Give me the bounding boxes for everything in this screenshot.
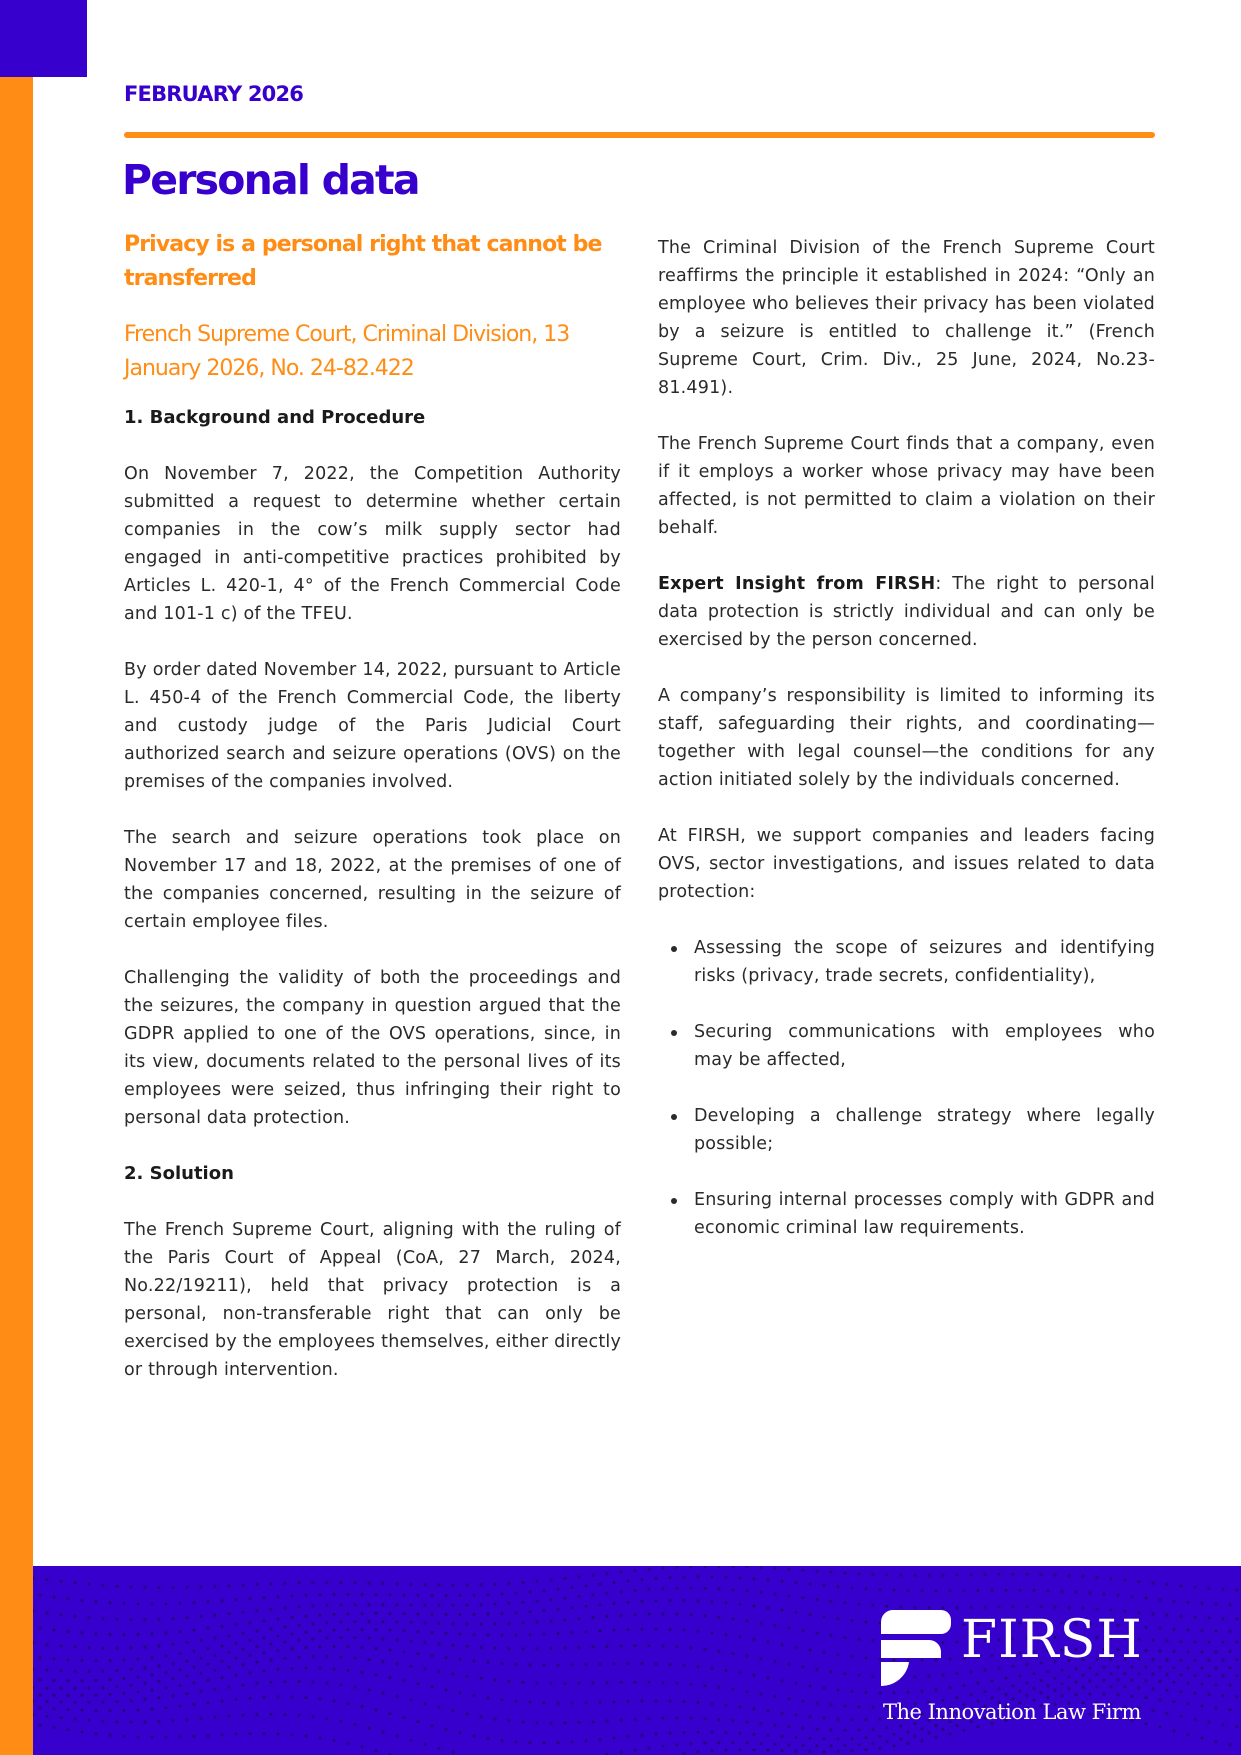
- list-item: [658, 1102, 1155, 1158]
- list-item-text: Developing a challenge strategy where legally possible;: [694, 1106, 1155, 1154]
- paragraph: On November 7, 2022, the Competition Authority submitted a request to determine whether certain companies in the cow’s milk supply sector had engaged in anti-competitive practices prohibited by Articles L. 420-1, 4° of the French Commercial Code and 101-1 c) of the TFEU.: [124, 464, 621, 624]
- bullet-icon: [671, 1198, 677, 1204]
- paragraph: The search and seizure operations took place on November 17 and 18, 2022, at the premises of one of the companies concerned, resulting in the seizure of certain employee files.: [124, 828, 621, 932]
- paragraph: The French Supreme Court, aligning with the ruling of the Paris Court of Appeal (CoA, 27 March, 2024, No.22/19211), held that privacy protection is a personal, non-transferable right that can only be exercised by the employees themselves, either directly or through intervention.: [124, 1220, 621, 1380]
- paragraph: The Criminal Division of the French Supreme Court reaffirms the principle it established in 2024: “Only an employee who believes their privacy has been violated by a seizure is entitled to challenge it.” (French Supreme Court, Crim. Div., 25 June, 2024, No.23-81.491).: [658, 238, 1155, 398]
- bullet-icon: [671, 1030, 677, 1036]
- services-list: [658, 934, 1155, 1242]
- list-item-text: Assessing the scope of seizures and identifying risks (privacy, trade secrets, confidentiality),: [694, 938, 1155, 986]
- expert-insight-text: : The right to personal data protection is strictly individual and can only be exercised by the person concerned.: [658, 574, 1155, 650]
- expert-insight-label: Expert Insight from FIRSH: [658, 574, 936, 594]
- left-column: [124, 228, 621, 1412]
- expert-insight-paragraph: [658, 570, 1155, 654]
- side-accent-bar: [0, 77, 33, 1755]
- page-title: Personal data: [122, 156, 419, 204]
- corner-decoration-block: [0, 0, 87, 77]
- paragraph: A company’s responsibility is limited to informing its staff, safeguarding their rights, and coordinating—together with legal counsel—the conditions for any action initiated solely by the individuals concerned.: [658, 686, 1155, 790]
- section-heading-background: 1. Background and Procedure: [124, 407, 426, 428]
- article-subtitle: Privacy is a personal right that cannot be transferred: [124, 232, 602, 291]
- firsh-f-mark-icon: [881, 1610, 951, 1686]
- brand-tagline: The Innovation Law Firm: [883, 1700, 1141, 1724]
- paragraph: By order dated November 14, 2022, pursuant to Article L. 450-4 of the French Commercial Code, the liberty and custody judge of the Paris Judicial Court authorized search and seizure operations (OVS) on the premises of the companies involved.: [124, 660, 621, 792]
- bullet-icon: [671, 946, 677, 952]
- brand-name: FIRSH: [961, 1610, 1143, 1670]
- list-item-text: Ensuring internal processes comply with GDPR and economic criminal law requirements.: [694, 1190, 1155, 1238]
- list-item: [658, 934, 1155, 990]
- list-item-text: Securing communications with employees who may be affected,: [694, 1022, 1155, 1070]
- right-column: [658, 234, 1155, 1270]
- paragraph: The French Supreme Court finds that a company, even if it employs a worker whose privacy may have been affected, is not permitted to claim a violation on their behalf.: [658, 434, 1155, 538]
- footer-banner: [33, 1566, 1241, 1755]
- case-citation: French Supreme Court, Criminal Division, 13 January 2026, No. 24-82.422: [124, 322, 570, 381]
- firsh-logo: [849, 1588, 1149, 1748]
- list-item: [658, 1186, 1155, 1242]
- paragraph: At FIRSH, we support companies and leaders facing OVS, sector investigations, and issues related to data protection:: [658, 826, 1155, 902]
- bullet-icon: [671, 1114, 677, 1120]
- header-divider: [124, 132, 1155, 138]
- section-heading-solution: 2. Solution: [124, 1163, 234, 1184]
- paragraph: Challenging the validity of both the proceedings and the seizures, the company in question argued that the GDPR applied to one of the OVS operations, since, in its view, documents related to the personal lives of its employees were seized, thus infringing their right to personal data protection.: [124, 968, 621, 1128]
- issue-date: FEBRUARY 2026: [124, 82, 304, 106]
- list-item: [658, 1018, 1155, 1074]
